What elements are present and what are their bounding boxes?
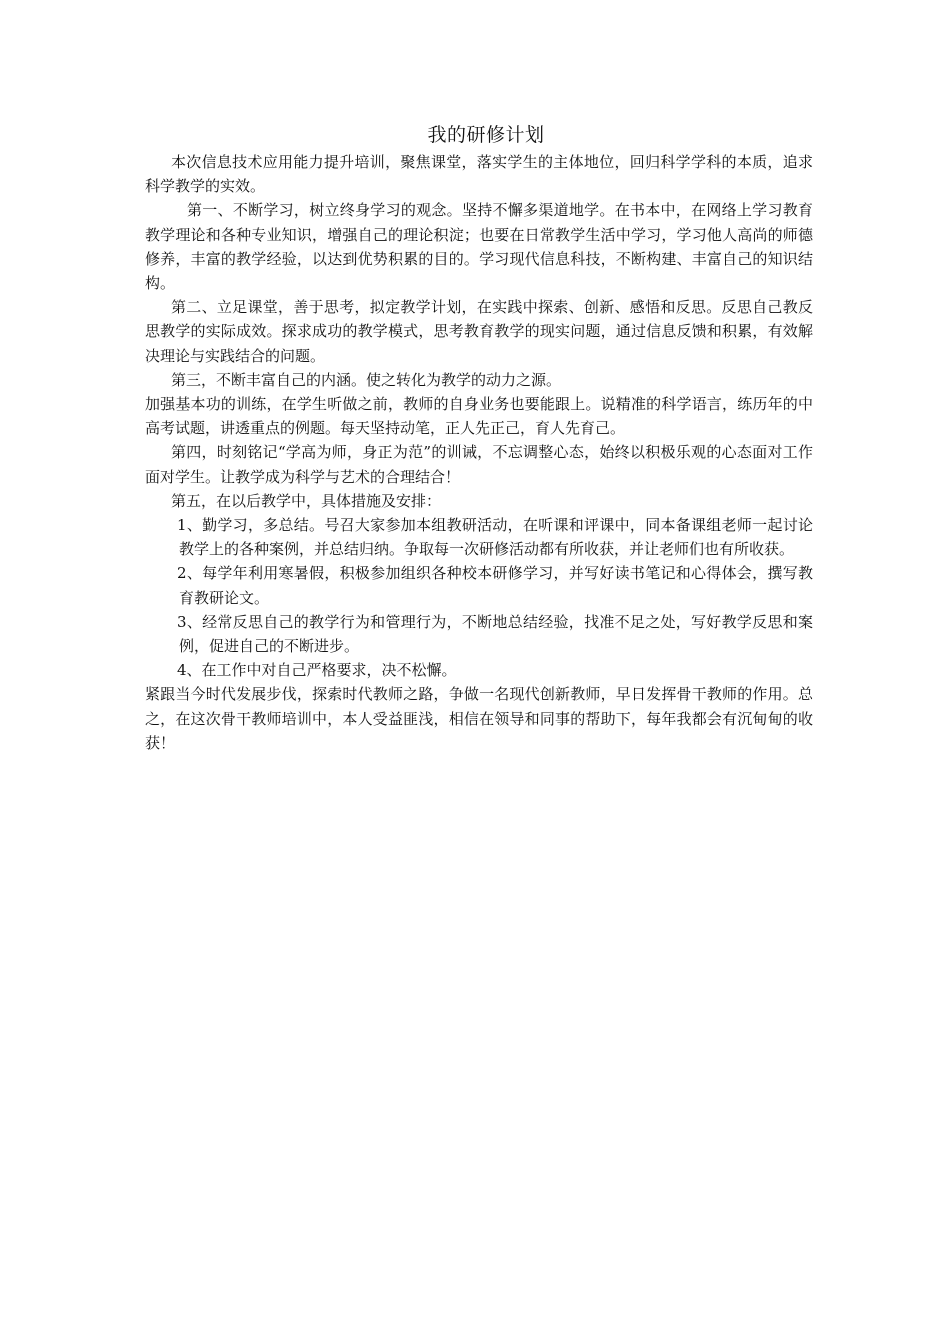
list-item: 4、在工作中对自己严格要求，决不松懈。	[177, 661, 457, 680]
paragraph-third: 第三，不断丰富自己的内涵。使之转化为教学的动力之源。	[171, 370, 562, 389]
list-item: 2、每学年利用寒暑假，积极参加组织各种校本研修学习，并写好读书笔记和心得体会，撰写教育教研论文。	[177, 564, 813, 607]
paragraph-intro: 本次信息技术应用能力提升培训，聚焦课堂，落实学生的主体地位，回归科学学科的本质，追求科学教学的实效。	[145, 153, 813, 196]
paragraph-first: 第一、不断学习，树立终身学习的观念。坚持不懈多渠道地学。在书本中，在网络上学习教育教学理论和各种专业知识，增强自己的理论积淀；也要在日常教学生活中学习，学习他人高尚的师德修养，丰富的教学经验，以达到优势积累的目的。学习现代信息科技，不断构建、丰富自己的知识结构。	[145, 201, 813, 293]
document-body	[145, 120, 813, 755]
paragraph-fourth: 第四，时刻铭记“学高为师，身正为范”的训诫，不忘调整心态，始终以积极乐观的心态面对工作面对学生。让教学成为科学与艺术的合理结合！	[145, 443, 813, 486]
list-item: 1、勤学习，多总结。号召大家参加本组教研活动，在听课和评课中，同本备课组老师一起讨论教学上的各种案例，并总结归纳。争取每一次研修活动都有所收获，并让老师们也有所收获。	[177, 516, 813, 559]
list-item: 3、经常反思自己的教学行为和管理行为，不断地总结经验，找准不足之处，写好教学反思和案例，促进自己的不断进步。	[177, 612, 813, 656]
paragraph-second: 第二、立足课堂，善于思考，拟定教学计划，在实践中探索、创新、感悟和反思。反思自己教反思教学的实际成效。探求成功的教学模式，思考教育教学的现实问题，通过信息反馈和积累，有效解决理论与实践结合的问题。	[145, 298, 813, 365]
paragraph-third-detail: 加强基本功的训练，在学生听做之前，教师的自身业务也要能跟上。说精准的科学语言，练历年的中高考试题，讲透重点的例题。每天坚持动笔，正人先正己，育人先育己。	[145, 395, 813, 438]
paragraph-fifth: 第五，在以后教学中，具体措施及安排：	[171, 491, 442, 510]
paragraph-closing: 紧跟当今时代发展步伐，探索时代教师之路，争做一名现代创新教师，早日发挥骨干教师的作用。总之，在这次骨干教师培训中，本人受益匪浅，相信在领导和同事的帮助下，每年我都会有沉甸甸的收获！	[145, 685, 813, 752]
document-title: 我的研修计划	[427, 124, 545, 146]
